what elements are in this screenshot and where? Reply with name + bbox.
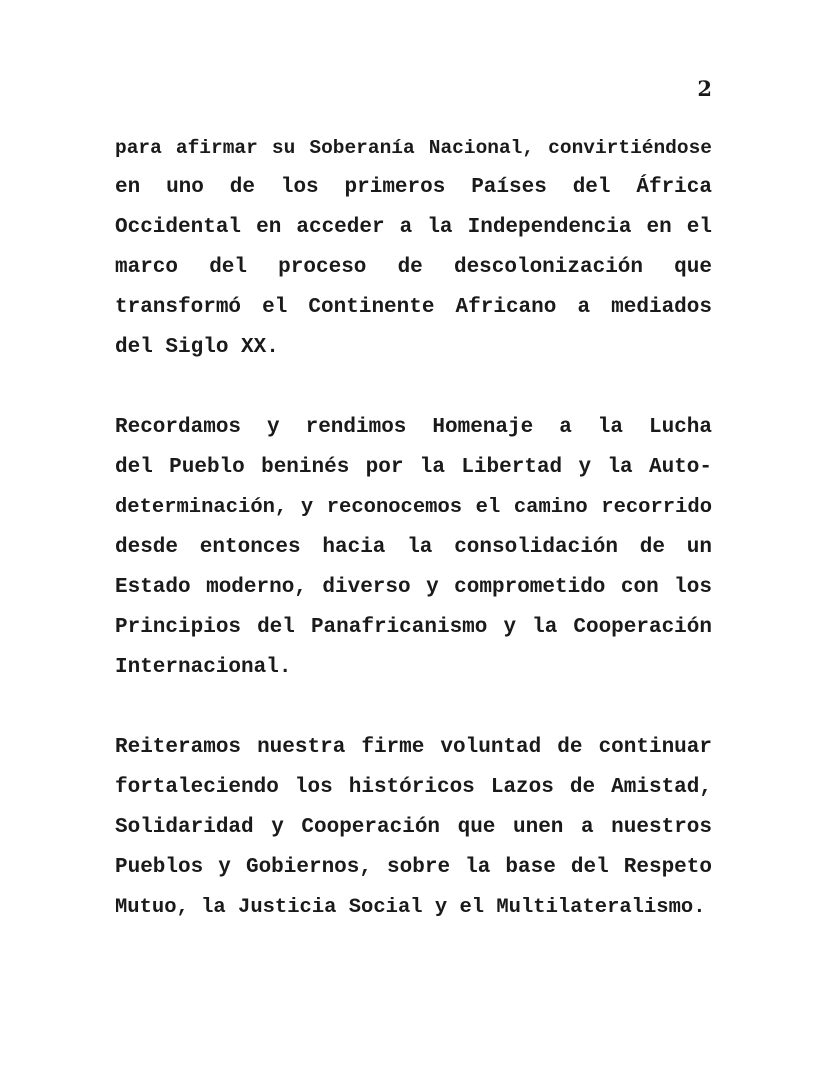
paragraph-homage	[115, 408, 712, 688]
page-number: 2	[697, 76, 712, 101]
paragraph-line: Recordamos y rendimos Homenaje a la Lucha	[115, 416, 712, 439]
paragraph-line: desde entonces hacia la consolidación de un	[115, 536, 712, 559]
paragraph-line: del Siglo XX.	[115, 336, 279, 359]
paragraph-line: del Pueblo beninés por la Libertad y la Auto-	[115, 456, 712, 479]
paragraph-line: Solidaridad y Cooperación que unen a nuestros	[115, 816, 712, 839]
paragraph-line: Internacional.	[115, 656, 292, 679]
paragraph-line: marco del proceso de descolonización que	[115, 256, 712, 279]
paragraph-line: Pueblos y Gobiernos, sobre la base del Respeto	[115, 856, 712, 879]
paragraph-line: fortaleciendo los históricos Lazos de Amistad,	[115, 776, 712, 799]
paragraph-spacer	[115, 368, 712, 408]
paragraph-independence	[115, 128, 712, 368]
paragraph-line: Mutuo, la Justicia Social y el Multilateralismo.	[115, 896, 706, 919]
paragraph-line: Reiteramos nuestra firme voluntad de continuar	[115, 736, 712, 759]
paragraph-line: en uno de los primeros Países del África	[115, 176, 712, 199]
paragraph-spacer	[115, 688, 712, 728]
paragraph-line: Estado moderno, diverso y comprometido con los	[115, 576, 712, 599]
paragraph-line: para afirmar su Soberanía Nacional, convirtiéndose	[115, 137, 712, 159]
document-body	[115, 128, 712, 928]
paragraph-line: Occidental en acceder a la Independencia en el	[115, 216, 712, 239]
paragraph-line: Principios del Panafricanismo y la Cooperación	[115, 616, 712, 639]
paragraph-line: transformó el Continente Africano a mediados	[115, 296, 712, 319]
paragraph-line: determinación, y reconocemos el camino recorrido	[115, 496, 712, 519]
paragraph-cooperation	[115, 728, 712, 928]
